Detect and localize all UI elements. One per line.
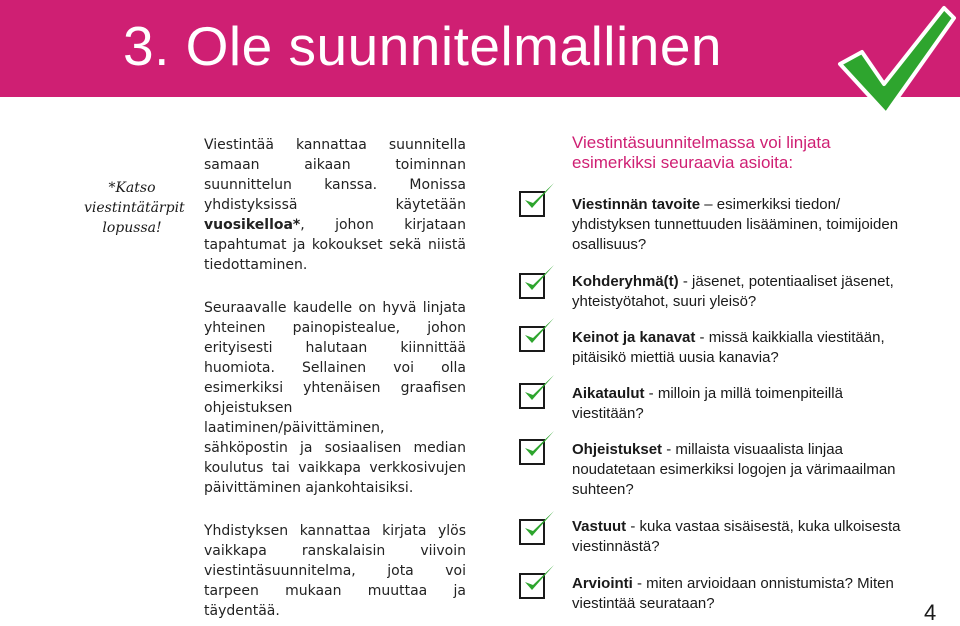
item-text: – esimerkiksi tiedon/ yhdistyksen tunnettuuden lisääminen, toimijoiden osallisuus? bbox=[572, 196, 899, 253]
paragraph-1-start: Viestintää kannattaa suunnitella samaan aikaan toiminnan suunnittelun kanssa. Monissa yhdistyksissä käytetään bbox=[204, 137, 466, 213]
list-item bbox=[572, 517, 912, 557]
paragraph-2: Seuraavalle kaudelle on hyvä linjata yhteinen painopistealue, johon erityisesti halutaan kiinnittää huomiota. Sellainen voi olla esimerkiksi yhtenäisen graafisen ohjeistuksen laatiminen/päivittäminen, sähköpostin ja sosiaalisen median koulutus tai vaikkapa verkkosivujen päivittäminen ajankohtaisiksi. bbox=[204, 300, 466, 496]
list-item bbox=[572, 272, 912, 312]
page-number: 4 bbox=[924, 600, 937, 625]
list-item bbox=[572, 384, 912, 424]
paragraph-3: Yhdistyksen kannattaa kirjata ylös vaikkapa ranskalaisin viivoin viestintäsuunnitelma, jota voi tarpeen mukaan muuttaa ja täydentää. bbox=[204, 523, 466, 619]
checkbox-checked-icon bbox=[518, 180, 558, 218]
side-note: *Katso viestintätärpit lopussa! bbox=[84, 180, 185, 236]
title-banner bbox=[0, 0, 960, 97]
item-text: - millaista visuaalista linjaa noudatetaan esimerkiksi logojen ja värimaailman suhteen? bbox=[572, 441, 896, 498]
checkbox-checked-icon bbox=[518, 262, 558, 300]
item-label: Kohderyhmä(t) bbox=[572, 273, 679, 290]
paragraph-1-end: , johon kirjataan tapahtumat ja kokoukset sekä niistä tiedottaminen. bbox=[204, 217, 466, 273]
item-label: Arviointi bbox=[572, 575, 633, 592]
paragraph-1-bold: vuosikelloa* bbox=[204, 217, 301, 233]
checkbox-checked-icon bbox=[518, 428, 558, 466]
item-label: Vastuut bbox=[572, 518, 627, 535]
page-title: 3. Ole suunnitelmallinen bbox=[123, 15, 723, 77]
checkbox-checked-icon bbox=[518, 508, 558, 546]
list-item bbox=[572, 574, 912, 614]
checkmark-icon bbox=[832, 2, 958, 120]
item-label: Viestinnän tavoite bbox=[572, 196, 701, 213]
list-item bbox=[572, 195, 912, 255]
item-label: Aikataulut bbox=[572, 385, 645, 402]
list-item bbox=[572, 328, 912, 368]
item-text: - kuka vastaa sisäisestä, kuka ulkoisesta viestinnästä? bbox=[572, 518, 901, 555]
item-text: - missä kaikkialla viestitään, pitäisikö miettiä uusia kanavia? bbox=[572, 329, 885, 366]
item-text: - jäsenet, potentiaaliset jäsenet, yhteistyötahot, suuri yleisö? bbox=[572, 273, 894, 310]
item-label: Keinot ja kanavat bbox=[572, 329, 696, 346]
item-text: - milloin ja millä toimenpiteillä viestitään? bbox=[572, 385, 843, 422]
item-text: - miten arvioidaan onnistumista? Miten viestintää seurataan? bbox=[572, 575, 894, 612]
list-item bbox=[572, 440, 912, 500]
checkbox-checked-icon bbox=[518, 315, 558, 353]
paragraph-1 bbox=[204, 135, 466, 275]
item-label: Ohjeistukset bbox=[572, 441, 663, 458]
checkbox-checked-icon bbox=[518, 372, 558, 410]
checkbox-checked-icon bbox=[518, 562, 558, 600]
left-text-column bbox=[204, 135, 466, 621]
plan-heading: Viestintäsuunnitelmassa voi linjata esimerkiksi seuraavia asioita: bbox=[572, 133, 831, 172]
